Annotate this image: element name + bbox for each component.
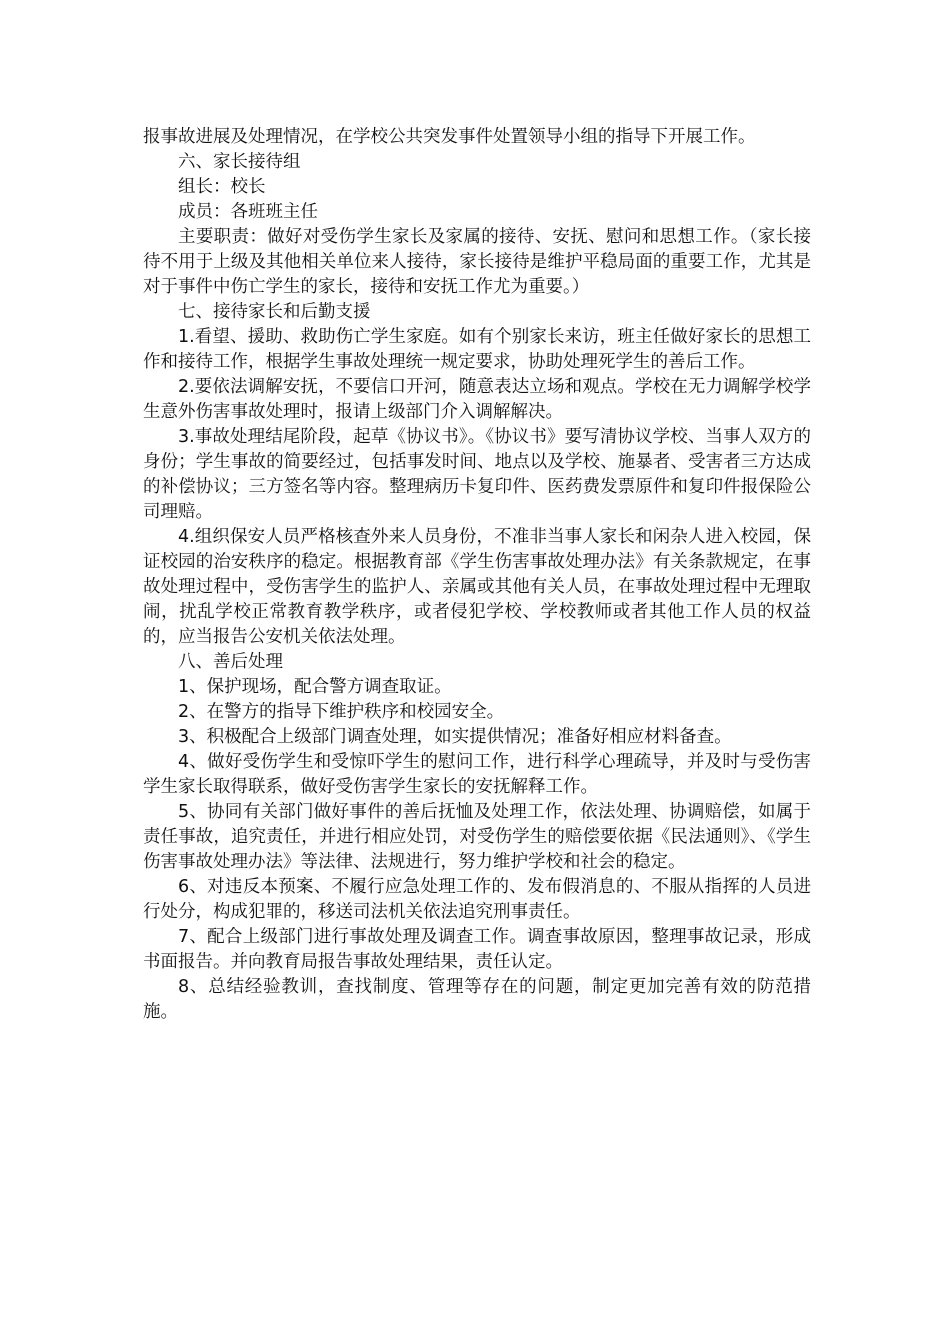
paragraph: 5、协同有关部门做好事件的善后抚恤及处理工作，依法处理、协调赔偿，如属于责任事故，追究责任，并进行相应处罚，对受伤学生的赔偿要依据《民法通则》、《学生伤害事故处理办法》等法律、法规进行，努力维护学校和社会的稳定。: [143, 802, 811, 872]
paragraph: 六、家长接待组: [178, 152, 301, 172]
paragraph: 2.要依法调解安抚，不要信口开河，随意表达立场和观点。学校在无力调解学校学生意外伤害事故处理时，报请上级部门介入调解解决。: [143, 377, 811, 422]
paragraph: 主要职责：做好对受伤学生家长及家属的接待、安抚、慰问和思想工作。（家长接待不用于上级及其他相关单位来人接待，家长接待是维护平稳局面的重要工作，尤其是对于事件中伤亡学生的家长，接待和安抚工作尤为重要。）: [143, 227, 811, 297]
paragraph: 8、总结经验教训，查找制度、管理等存在的问题，制定更加完善有效的防范措施。: [143, 977, 811, 1022]
paragraph: 1.看望、援助、救助伤亡学生家庭。如有个别家长来访，班主任做好家长的思想工作和接待工作，根据学生事故处理统一规定要求，协助处理死学生的善后工作。: [143, 327, 811, 372]
document-body: [143, 125, 811, 1025]
paragraph: 成员：各班班主任: [178, 202, 318, 222]
paragraph: 七、接待家长和后勤支援: [178, 302, 371, 322]
paragraph: 3、积极配合上级部门调查处理，如实提供情况；准备好相应材料备查。: [178, 727, 732, 747]
paragraph: 3.事故处理结尾阶段，起草《协议书》。《协议书》要写清协议学校、当事人双方的身份；学生事故的简要经过，包括事发时间、地点以及学校、施暴者、受害者三方达成的补偿协议；三方签名等内容。整理病历卡复印件、医药费发票原件和复印件报保险公司理赔。: [143, 427, 811, 522]
paragraph: 组长：校长: [178, 177, 266, 197]
paragraph: 7、配合上级部门进行事故处理及调查工作。调查事故原因，整理事故记录，形成书面报告。并向教育局报告事故处理结果，责任认定。: [143, 927, 811, 972]
paragraph: 2、在警方的指导下维护秩序和校园安全。: [178, 702, 505, 722]
paragraph: 4.组织保安人员严格核查外来人员身份，不准非当事人家长和闲杂人进入校园，保证校园的治安秩序的稳定。根据教育部《学生伤害事故处理办法》有关条款规定，在事故处理过程中，受伤害学生的监护人、亲属或其他有关人员，在事故处理过程中无理取闹，扰乱学校正常教育教学秩序，或者侵犯学校、学校教师或者其他工作人员的权益的，应当报告公安机关依法处理。: [143, 527, 811, 647]
paragraph: 八、善后处理: [178, 652, 283, 672]
paragraph: 4、做好受伤学生和受惊吓学生的慰问工作，进行科学心理疏导，并及时与受伤害学生家长取得联系，做好受伤害学生家长的安抚解释工作。: [143, 752, 811, 797]
paragraph: 1、保护现场，配合警方调查取证。: [178, 677, 452, 697]
paragraph: 6、对违反本预案、不履行应急处理工作的、发布假消息的、不服从指挥的人员进行处分，构成犯罪的，移送司法机关依法追究刑事责任。: [143, 877, 811, 922]
paragraph: 报事故进展及处理情况，在学校公共突发事件处置领导小组的指导下开展工作。: [143, 127, 756, 147]
